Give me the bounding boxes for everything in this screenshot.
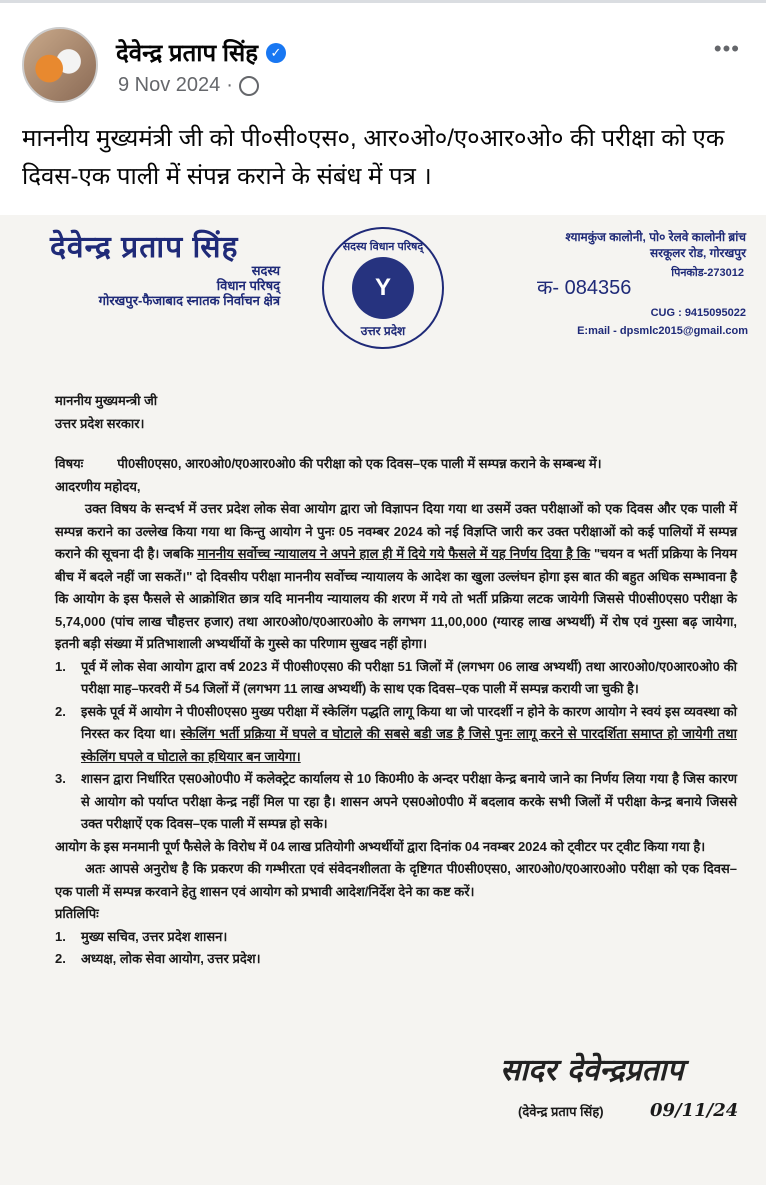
text: उक्त विषय के सन्दर्भ में उत्तर प्रदेश लोक सेवा आयोग द्वारा जो विज्ञापन दिया गया था उसमें उक्त परीक्षाओं को एक दिवस और एक पाली में सम्पन्न कराने का उल्लेख किया गया था किन्तु आयोग ने पुनः 05 नवम्बर 2024 को नई विज्ञप्ति जारी कर उक्त परीक्षाओं को कई पालियों में सम्पन्न कराने की सूचना दी है। जबकि	[55, 501, 737, 561]
item-number: 3.	[55, 771, 66, 786]
email: E:mail - dpsmlc2015@gmail.com	[577, 325, 748, 337]
item-text	[81, 656, 737, 701]
addressee: उत्तर प्रदेश सरकार।	[55, 415, 145, 431]
author-avatar[interactable]	[22, 27, 98, 103]
points-list	[55, 656, 737, 836]
paragraph	[55, 858, 737, 903]
item-text: मुख्य सचिव, उत्तर प्रदेश शासन।	[81, 928, 228, 944]
paragraph	[55, 498, 737, 656]
quoted-text: "चयन व भर्ती प्रक्रिया के नियम बीच में बदले नहीं जा सकतें।"	[55, 546, 737, 584]
list-item	[55, 656, 737, 701]
globe-icon	[239, 76, 259, 96]
list-item	[55, 926, 737, 949]
item-number: 1.	[55, 658, 66, 674]
text: अतः आपसे अनुरोध है कि प्रकरण की गम्भीरता एवं संवेदनशीलता के दृष्टिगत	[85, 861, 447, 876]
list-item	[55, 768, 737, 836]
item-number: 2.	[55, 951, 66, 966]
signature-date: 09/11/24	[650, 1100, 739, 1121]
text: पूर्व में लोक सेवा आयोग द्वारा वर्ष 2023 में पी0सी0एस0 की परीक्षा 51 जिलों में (लगभग 06 लाख अभ्यर्थी) तथा आर0ओ0/ए0आर0ओ0 की परीक्षा माह–फरवरी में 54 जिलों में (लगभग 11 लाख अभ्यर्थी) के साथ एक दिवस–एक पाली में सम्पन्न करायी जा चुकी है।	[81, 658, 737, 696]
copy-label: प्रतिलिपिः	[55, 906, 99, 921]
bold-text: इतनी बड़ी संख्या में प्रतिभाशाली अभ्यर्थीयों के गुस्से का परिणाम सुखद नहीं होगा।	[55, 636, 427, 651]
meta-separator: ·	[226, 74, 233, 96]
item-number: 2.	[55, 703, 66, 719]
letterhead-name: देवेन्द्र प्रताप सिंह	[50, 231, 239, 264]
handwritten-signature: सादर देवेन्द्रप्रताप	[500, 1053, 684, 1088]
text: इसके पूर्व में आयोग ने पी0सी0एस0 मुख्य परीक्षा में स्केलिंग पद्धति लागू किया था जो पारदर्शी न होने के कारण आयोग ने स्वयं इस व्यवस्था को निरस्त कर दिया था।	[81, 703, 737, 741]
seal-text-bottom: उत्तर प्रदेश	[360, 324, 406, 338]
post-date[interactable]: 9 Nov 2024	[118, 74, 221, 96]
list-item	[55, 948, 737, 971]
paragraph: आयोग के इस मनमानी पूर्ण फैसेले के विरोध में 04 लाख प्रतियोगी अभ्यर्थीयों द्वारा दिनांक 04 नवम्बर 2024 को ट्वीटर पर ट्वीट किया गया है।	[55, 838, 706, 854]
bold-text: पी0सी0एस0, आर0ओ0/ए0आर0ओ0	[446, 861, 627, 876]
address-line: श्यामकुंज कालोनी, पो० रेलवे कालोनी ब्रांच	[565, 230, 746, 244]
item-text	[81, 768, 737, 836]
subject-label: विषयः	[55, 456, 84, 471]
letterhead-address	[565, 229, 746, 261]
addressee: माननीय मुख्यमन्त्री जी	[55, 393, 158, 408]
letter-body	[55, 390, 737, 971]
post-meta	[118, 74, 259, 97]
reference-number: क- 084356	[537, 277, 632, 299]
letter-image[interactable]	[0, 215, 766, 1185]
item-text	[81, 701, 737, 769]
text: परीक्षा को एक दिवस–एक पाली में सम्पन्न करवाने हेतु शासन एवं आयोग को प्रभावी आदेश/निर्देश देने का कष्ट करें।	[55, 861, 737, 899]
address-line: सरकूलर रोड, गोरखपुर	[649, 246, 746, 260]
item-text: अध्यक्ष, लोक सेवा आयोग, उत्तर प्रदेश।	[81, 951, 261, 966]
text: शासन द्वारा निर्धारित एस0ओ0पी0 में कलेक्ट्रेट कार्यालय से 10 कि0मी0 के अन्दर परीक्षा केन्द्र बनाये जाने का निर्णय लिया गया है जिस कारण से आयोग को पर्याप्त परीक्षा केन्द्र नहीं मिल पा रहा है। शासन अपने एस0ओ0पी0 में बदलाव करके सभी जिलों में परीक्षा केन्द्र बनाये जिससे उक्त परीक्षाऐं एक दिवस–एक पाली में सम्पन्न हो सके।	[81, 771, 737, 831]
seal-emblem-icon: सदस्य विधान परिषद् Y उत्तर प्रदेश	[322, 227, 444, 349]
verified-badge-icon: ✓	[266, 43, 286, 63]
signature-block	[490, 1030, 750, 1140]
author-name[interactable]: देवेन्द्र प्रताप सिंह	[116, 40, 258, 67]
designation-line: गोरखपुर-फैजाबाद स्नातक निर्वाचन क्षेत्र	[98, 293, 280, 308]
cug-number: CUG : 9415095022	[650, 307, 746, 319]
list-item	[55, 701, 737, 769]
post-caption: माननीय मुख्यमंत्री जी को पी०सी०एस०, आर०ओ०/ए०आर०ओ० की परीक्षा को एक दिवस-एक पाली में संपन्न कराने के संबंध में पत्र ।	[22, 125, 725, 190]
item-number: 1.	[55, 928, 66, 944]
seal-text-top: सदस्य विधान परिषद्	[342, 241, 424, 253]
copies-list	[55, 926, 737, 971]
designation-line: सदस्य	[251, 263, 280, 278]
pincode: पिनकोड-273012	[671, 267, 744, 279]
signatory-name: (देवेन्द्र प्रताप सिंह)	[518, 1104, 604, 1119]
letterhead-designation	[50, 263, 280, 308]
subject-text: पी0सी0एस0, आर0ओ0/ए0आर0ओ0 की परीक्षा को एक दिवस–एक पाली में सम्पन्न कराने के सम्बन्ध में।	[117, 456, 602, 471]
designation-line: विधान परिषद्	[216, 278, 280, 293]
subject-line	[55, 453, 737, 476]
text: दो दिवसीय परीक्षा माननीय सर्वोच्च न्यायालय के आदेश का खुला उल्लंघन होगा इस बात की बहुत अधिक सम्भावना है कि आयोग के इस फैसले से आक्रोशित छात्र यदि माननीय न्यायालय की शरण में गये तो भर्ती प्रक्रिया लटक जायेगी जिससे पी0सी0एस0 परीक्षा के 5,74,000 (पांच लाख चौहत्तर हजार) तथा आर0ओ0/ए0आर0ओ0 के लगभग 11,00,000 (ग्यारह लाख अभ्यर्थी) में रोष एवं गुस्सा बढ़ जायेगा,	[55, 568, 738, 629]
top-divider	[0, 0, 766, 3]
underlined-text: स्केलिंग भर्ती प्रक्रिया में घपले व घोटाले की सबसे बडी जड है जिसे पुनः लागू करने से पारदर्शिता समाप्त हो जायेगी तथा स्केलिंग घपले व घोटाले का हथियार बन जायेगा।	[81, 726, 737, 764]
salutation: आदरणीय महोदय,	[55, 478, 141, 494]
post-author[interactable]	[116, 36, 286, 69]
underlined-text: माननीय सर्वोच्च न्यायालय ने अपने हाल ही में दिये गये फैसले में यह निर्णय दिया है कि	[197, 546, 591, 561]
more-options-icon[interactable]: •••	[713, 36, 740, 61]
